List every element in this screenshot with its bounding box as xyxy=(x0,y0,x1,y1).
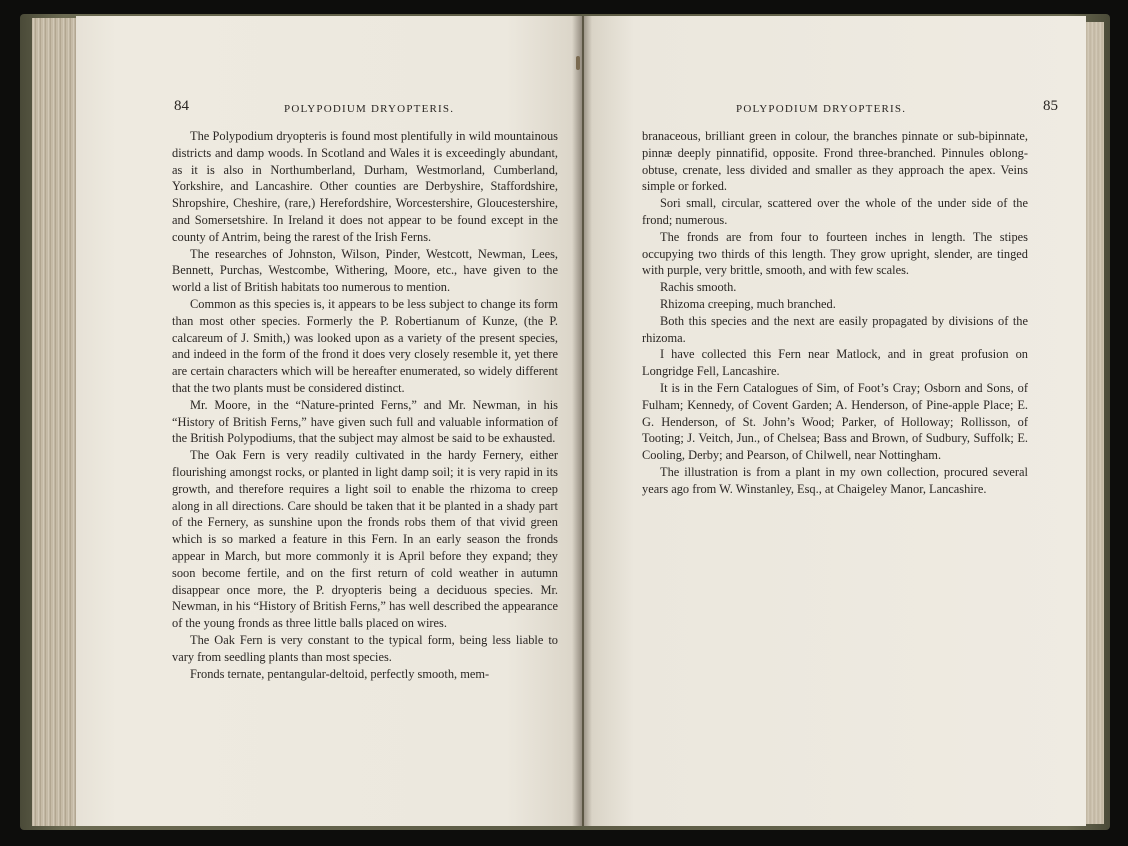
page-edges-left xyxy=(32,18,80,826)
paragraph: The Polypodium dryopteris is found most plentifully in wild mountainous districts and damp woods. In Scotland and Wales it is exceedingly abundant, as it is also in Northumberland, Durham, Westmorland, Cumberland, Yorkshire, and Lancashire. Other counties are Derbyshire, Staffordshire, Shropshire, Cheshire, (rare,) Herefordshire, Worcestershire, Gloucestershire, and Somersetshire. In Ireland it does not appear to be found except in the county of Antrim, being the rarest of the Irish Ferns. xyxy=(172,129,558,244)
binding-pin xyxy=(576,56,580,70)
body-text xyxy=(642,128,1028,498)
body-text xyxy=(172,128,558,682)
paragraph: The researches of Johnston, Wilson, Pinder, Westcott, Newman, Lees, Bennett, Purchas, Westcombe, Withering, Moore, etc., have given to the world a list of British habitats too numerous to mention. xyxy=(172,246,558,295)
paragraph: Fronds ternate, pentangular-deltoid, perfectly smooth, mem- xyxy=(190,666,490,681)
paragraph: It is in the Fern Catalogues of Sim, of Foot’s Cray; Osborn and Sons, of Fulham; Kennedy, of Covent Garden; A. Henderson, of Pine-apple Place; E. G. Henderson, of St. John’s Wood; Parker, of Holloway; Rollisson, of Tooting; J. Veitch, Jun., of Chelsea; Bass and Brown, of Sudbury, Suffolk; E. Cooling, Derby; and Pearson, of Chilwell, near Nottingham. xyxy=(642,380,1028,463)
paragraph: branaceous, brilliant green in colour, the branches pinnate or sub-bipinnate, pinnæ deeply pinnatifid, opposite. Frond three-branched. Pinnules oblong-obtuse, crenate, less divided and smaller as they approach the apex. Veins simple or forked. xyxy=(642,129,1028,194)
paragraph: Rhizoma creeping, much branched. xyxy=(660,296,836,311)
page-number: 84 xyxy=(174,98,189,114)
left-page xyxy=(76,16,582,826)
paragraph: I have collected this Fern near Matlock, and in great profusion on Longridge Fell, Lancashire. xyxy=(642,347,1028,379)
paragraph: Both this species and the next are easily propagated by divisions of the rhizoma. xyxy=(642,313,1028,345)
paragraph: Sori small, circular, scattered over the whole of the under side of the frond; numerous. xyxy=(642,196,1028,227)
right-page xyxy=(584,16,1086,826)
paragraph: Rachis smooth. xyxy=(660,280,737,295)
page-number: 85 xyxy=(1043,98,1058,114)
running-head: POLYPODIUM DRYOPTERIS. xyxy=(284,103,455,115)
paragraph: The Oak Fern is very readily cultivated in the hardy Fernery, either flourishing amongst rocks, or planted in light damp soil; it is very rapid in its growth, and therefore requires a light soil to enable the rhizoma to creep along in all directions. Care should be taken that it be planted in a shady part of the Fernery, as sunshine upon the fronds robs them of that vivid green which is so marked a feature in this Fern. In an early season the fronds appear in March, but more commonly it is April before they expand; they soon become fertile, and on the first return of cold weather in autumn disappear once more, the P. dryopteris being a deciduous species. Mr. Newman, in his “History of British Ferns,” has well described the appearance of the young fronds as three little balls placed on wires. xyxy=(172,448,558,631)
paragraph: The Oak Fern is very constant to the typical form, being less liable to vary from seedling plants than most species. xyxy=(172,632,558,664)
paragraph: The fronds are from four to fourteen inches in length. The stipes occupying two thirds of this length. They grow upright, slender, are tinged with purple, very brittle, smooth, and with few scales. xyxy=(642,229,1028,278)
running-head: POLYPODIUM DRYOPTERIS. xyxy=(736,103,907,115)
book-gutter xyxy=(572,16,592,826)
paragraph: Common as this species is, it appears to be less subject to change its form than most other species. Formerly the P. Robertianum of Kunze, (the P. calcareum of J. Smith,) was looked upon as a variety of the present species, and indeed in the form of the frond it does very closely resemble it, yet there are certain characters which will be hereafter enumerated, so widely different that the two plants must be considered distinct. xyxy=(172,296,558,395)
paragraph: The illustration is from a plant in my own collection, procured several years ago from W. Winstanley, Esq., at Chaigeley Manor, Lancashire. xyxy=(642,464,1028,496)
paragraph: Mr. Moore, in the “Nature-printed Ferns,” and Mr. Newman, in his “History of British Ferns,” have given such full and valuable information of the British Polypodiums, that the subject may almost be said to be exhausted. xyxy=(172,397,558,446)
